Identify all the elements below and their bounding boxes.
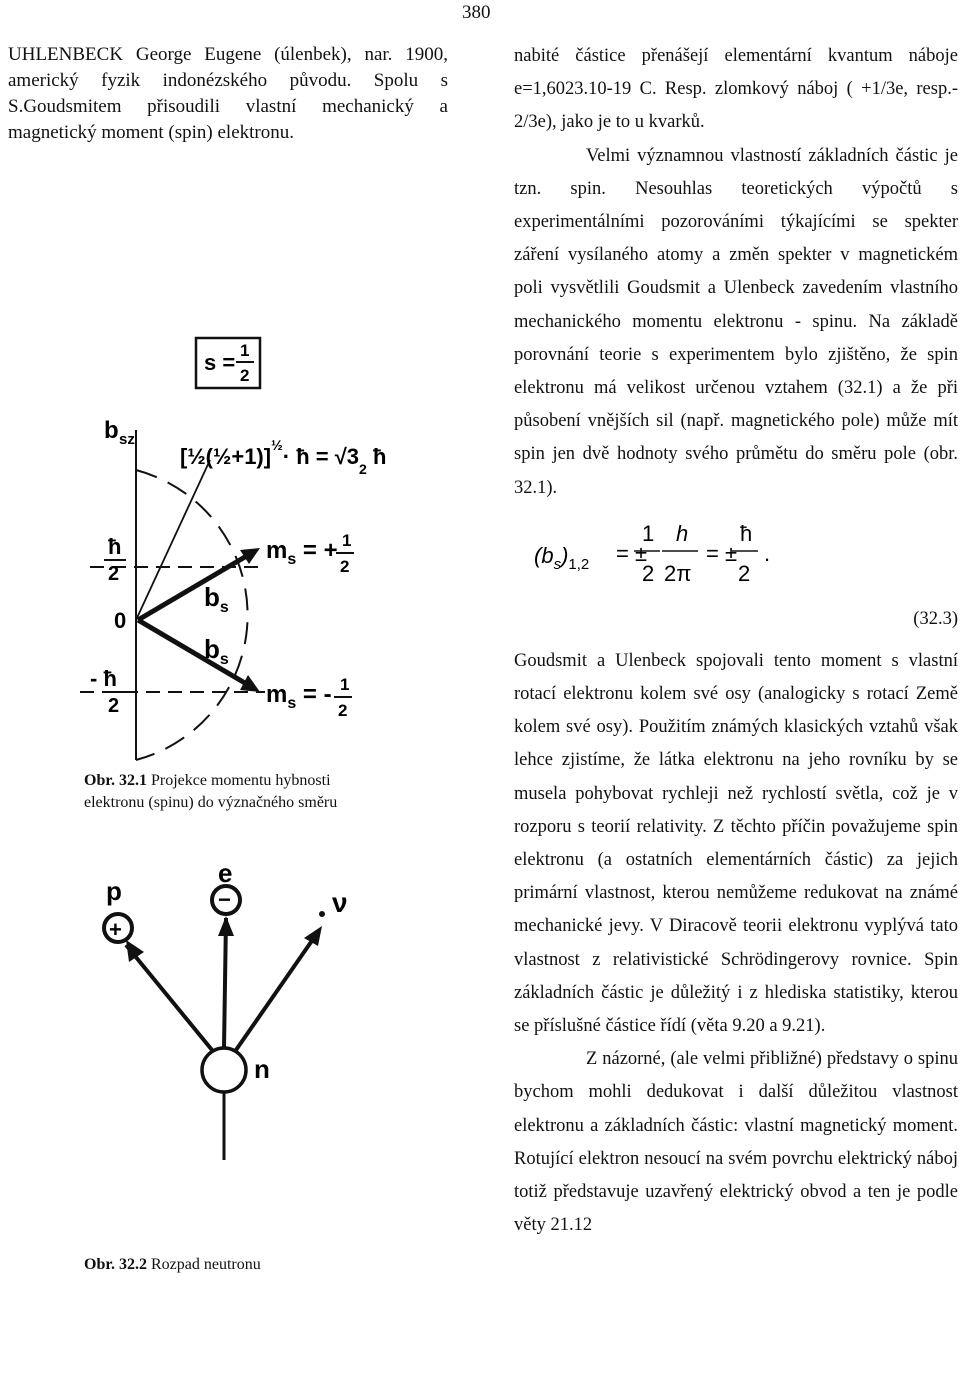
ms-plus-label: $m_s$ = + — [266, 537, 338, 568]
right-column — [514, 40, 958, 1243]
equation-lhs: $(b_s)_{1,2}$ — [534, 542, 590, 573]
proton-sign: + — [109, 917, 122, 942]
paragraph-rotation: Goudsmit a Ulenbeck spojovali tento moment s vlastní rotací elektronu kolem své osy (analogicky s rotací Země kolem své osy). Použitím známých klasických vztahů však lehce zjistíme, že látka elektronu na jeho rovníku by se musela pohybovat rychleji než rychlostí světla, což je v rozporu s teorií relativity. Z těchto příčin považujeme spin elektronu (a ostatních elementárních částic) za jejich primární vlastnost, kterou nemůžeme redukovat na známé mechanické jevy. V Diracově teorii elektronu vyplývá tato vlastnost z relativistické Schrödingerovy rovnice. Spin základních částic je důležitý i z hlediska statistiky, kterou se příslušné částice řídí (věta 9.20 a 9.21). — [514, 650, 958, 1037]
neutrino-arrowhead — [304, 926, 322, 946]
spin-projection-figure — [60, 330, 387, 765]
formula-label: [½(½+1)]$^{\frac{1}{2}}$· ħ = $√3_2$ ħ — [180, 437, 387, 477]
paragraph-magnetic: Z názorné, (ale velmi přibližné) představy o spinu bychom mohli dedukovat i další důležitou vlastnost elektronu a základních částic: vlastní magnetický moment. Rotující elektron nesoucí na svém povrchu elektrický náboj totiž představuje uzavřený elektrický obvod a ten je podle věty 21.12 — [514, 1049, 958, 1236]
neutrino-label: ν — [332, 887, 348, 918]
paragraph-charge: nabité částice přenášejí elementární kvantum náboje e=1,6023.10-19 C. Resp. zlomkový náboj ( +1/3e, resp.- 2/3e), jako je to u kvarků. — [514, 46, 958, 133]
svg-text:1: 1 — [642, 520, 655, 546]
svg-text:ħ: ħ — [740, 520, 753, 546]
svg-text:h: h — [676, 520, 689, 546]
ms-minus-label: $m_s$ = - — [266, 681, 332, 712]
neutron-label: n — [254, 1054, 270, 1084]
spin-box-label: s = — [204, 350, 236, 375]
svg-text:2: 2 — [240, 366, 250, 385]
svg-text:2: 2 — [340, 557, 350, 576]
biography-note: UHLENBECK George Eugene (úlenbek), nar. 1900, americký fyzik indonézského původu. Spolu s S.Goudsmitem přisoudili vlastní mechanický a magnetický moment (spin) elektronu. — [8, 44, 448, 143]
svg-text:2: 2 — [642, 560, 655, 586]
svg-text:.: . — [764, 540, 771, 566]
proton-label: p — [106, 876, 122, 906]
neutrino-dot — [319, 911, 325, 917]
equation-eq1: = ± — [616, 540, 648, 566]
svg-text:1: 1 — [340, 675, 350, 694]
figure-32-2-caption: Obr. 32.2 Rozpad neutronu — [84, 1256, 261, 1273]
minus-hbar-half-label: - ħ — [90, 666, 117, 691]
bs-arrow-up — [138, 554, 250, 620]
zero-label: 0 — [114, 608, 127, 633]
svg-text:sz: sz — [119, 431, 135, 448]
electron-label: e — [218, 858, 233, 888]
svg-text:= ±: = ± — [706, 540, 738, 566]
svg-text:2π: 2π — [664, 560, 692, 586]
svg-text:1: 1 — [240, 341, 250, 360]
left-column — [8, 42, 448, 146]
page-number: 380 — [462, 2, 491, 23]
paragraph-spin: Velmi významnou vlastností základních částic je tzn. spin. Nesouhlas teoretických výpočtů s experimentálními pozorováními týkajícími se spekter záření vysílaného atomy a změn spekter v magnetickém poli vysvětlili Goudsmit a Ulenbeck zavedením vlastního mechanického momentu elektronu - spinu. Na základě porovnání teorie s experimentem bylo zjištěno, že spin elektronu má velikost určenou vztahem (32.1) a že při působení vnějších sil (např. magnetického pole) může mít spin jen dvě hodnoty svého průmětu do směru pole (obr. 32.1). — [514, 145, 958, 498]
svg-text:2: 2 — [108, 695, 120, 717]
svg-text:1: 1 — [342, 531, 352, 550]
bs-label-lower: $b_s$ — [204, 634, 229, 668]
dashed-semicircle — [136, 470, 248, 760]
svg-text:2: 2 — [738, 560, 751, 586]
neutron-decay-figure — [84, 860, 384, 1220]
equation-number: (32.3) — [913, 608, 958, 629]
electron-arrowhead — [218, 916, 234, 936]
svg-text:2: 2 — [338, 701, 348, 720]
figure-32-1-caption: Obr. 32.1 Projekce momentu hybnosti elektronu (spinu) do význačného směru — [84, 772, 338, 811]
bs-label-upper: $b_s$ — [204, 582, 229, 616]
hbar-half-label: ħ — [108, 534, 122, 559]
bsz-label: b — [104, 417, 119, 444]
neutron-circle — [202, 1048, 246, 1092]
equation-32-3 — [514, 505, 958, 645]
svg-text:2: 2 — [108, 563, 120, 585]
electron-sign: − — [218, 887, 231, 912]
bs-arrow-down — [138, 620, 250, 686]
